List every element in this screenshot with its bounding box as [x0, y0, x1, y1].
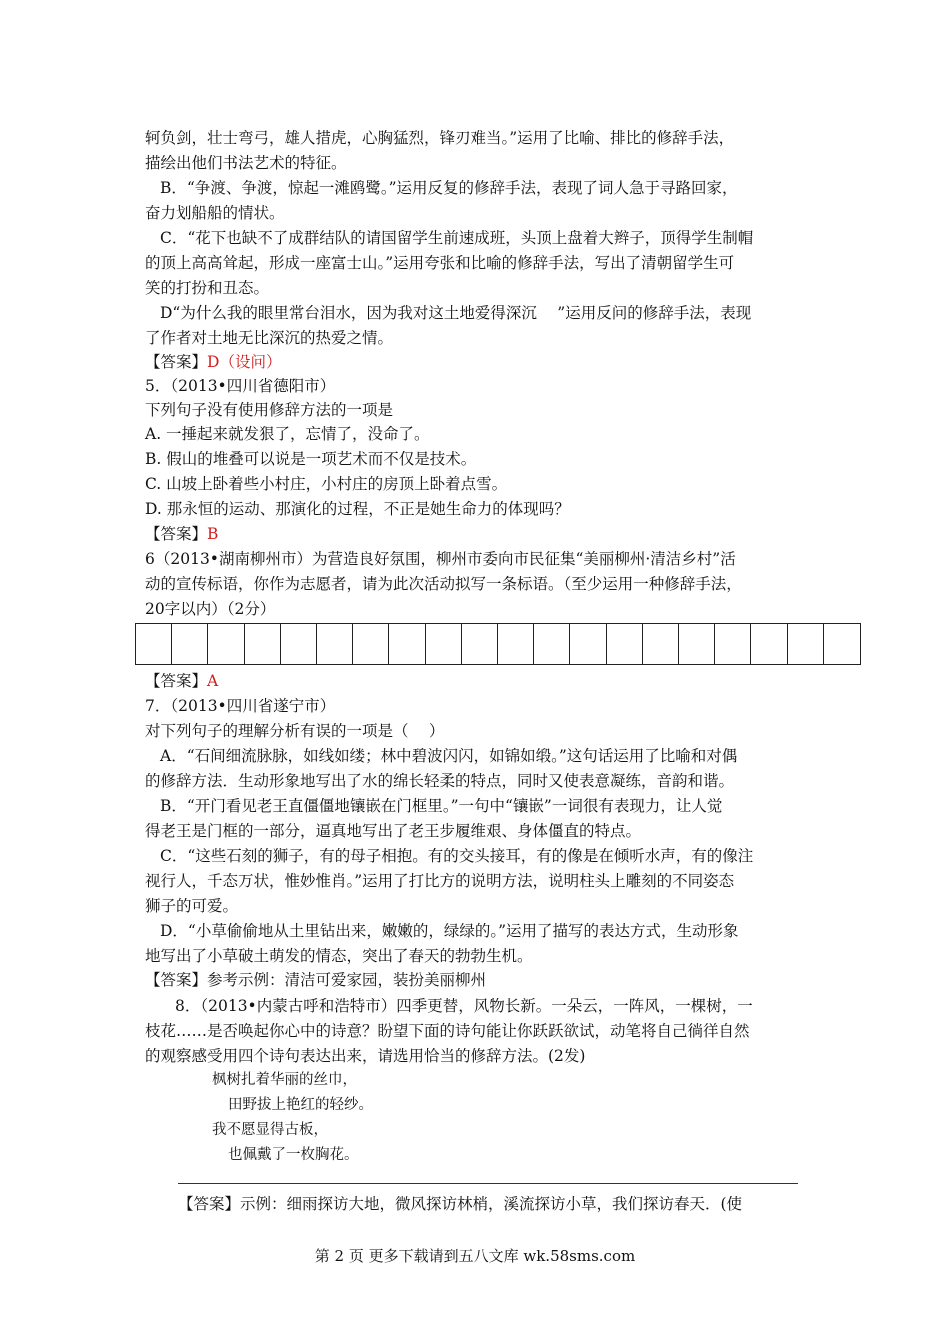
grid-cell[interactable] — [534, 624, 570, 664]
grid-cell[interactable] — [245, 624, 281, 664]
grid-cell[interactable] — [281, 624, 317, 664]
option-d: D“为什么我的眼里常台泪水，因为我对这土地爱得深沉 ”运用反问的修辞手法，表现 — [160, 304, 752, 322]
option-c: C．“花下也缺不了成群结队的请国留学生前速成班，头顶上盘着大辫子，顶得学生制帽 — [160, 229, 754, 247]
q5-option-a: A. 一捶起来就发狠了，忘情了，没命了。 — [145, 425, 430, 443]
text-line: 轲负剑，壮士弯弓，雄人措虎，心胸猛烈，锋刃难当。”运用了比喻、排比的修辞手法， — [145, 129, 735, 147]
q4-answer — [145, 350, 281, 374]
answer-label: 【答案】 — [145, 525, 208, 543]
q7-line: 视行人，千态万状，惟妙惟肖。”运用了打比方的说明方法，说明柱头上雕刻的不同姿态 — [145, 872, 735, 890]
q7-line: 得老王是门框的一部分，逼真地写出了老王步履维艰、身体僵直的特点。 — [145, 822, 642, 840]
q7-option-b: B．“开门看见老王直僵僵地镶嵌在门框里。”一句中“镶嵌”一词很有表现力，让人觉 — [160, 797, 723, 815]
text-line: 描绘出他们书法艺术的特征。 — [145, 154, 347, 172]
q5-answer — [145, 522, 218, 546]
grid-cell[interactable] — [172, 624, 208, 664]
answer-value: D（设问） — [207, 353, 282, 371]
grid-cell[interactable] — [208, 624, 244, 664]
text-line: 了作者对土地无比深沉的热爱之情。 — [145, 329, 394, 347]
q8-line: 的观察感受用四个诗句表达出来，请选用恰当的修辞方法。(2发) — [145, 1047, 586, 1065]
grid-cell[interactable] — [715, 624, 751, 664]
q6-answer — [145, 669, 218, 693]
q5-option-c: C. 山坡上卧着些小村庄，小村庄的房顶上卧着点雪。 — [145, 475, 508, 493]
answer-value: B — [207, 525, 219, 543]
q5-heading: 5．（2013•四川省德阳市） — [145, 377, 336, 395]
grid-cell[interactable] — [462, 624, 498, 664]
grid-cell[interactable] — [389, 624, 425, 664]
q6-line: 动的宣传标语，你作为志愿者，请为此次活动拟写一条标语。（至少运用一种修辞手法， — [145, 575, 742, 593]
q7-option-d: D．“小草偷偷地从土里钻出来，嫩嫩的，绿绿的。”运用了描写的表达方式，生动形象 — [160, 922, 739, 940]
q8-answer: 【答案】示例：细雨探访大地，微风探访林梢，溪流探访小草，我们探访春天．(使 — [178, 1195, 743, 1213]
q7-option-c: C．“这些石刻的狮子，有的母子相抱。有的交头接耳，有的像是在倾听水声，有的像注 — [160, 847, 754, 865]
poem-line: 我不愿显得古板， — [212, 1122, 328, 1138]
q5-option-b: B. 假山的堆叠可以说是一项艺术而不仅是技术。 — [145, 450, 477, 468]
grid-cell[interactable] — [426, 624, 462, 664]
grid-cell[interactable] — [136, 624, 172, 664]
grid-cell[interactable] — [679, 624, 715, 664]
q7-line: 地写出了小草破土萌发的情态，突出了春天的勃勃生机。 — [145, 947, 533, 965]
grid-cell[interactable] — [570, 624, 606, 664]
q7-heading: 7．（2013•四川省遂宁市） — [145, 697, 336, 715]
q6-line: 6（2013•湖南柳州市）为营造良好氛围，柳州市委向市民征集“美丽柳州·清洁乡村”活 — [145, 550, 736, 568]
q5-option-d: D. 那永恒的运动、那演化的过程，不正是她生命力的体现吗？ — [145, 500, 570, 518]
grid-cell[interactable] — [643, 624, 679, 664]
page-footer: 第 2 页 更多下载请到五八文库 wk.58sms.com — [314, 1247, 636, 1265]
poem-line: 也佩戴了一枚胸花。 — [228, 1147, 359, 1163]
q8-line: 8．（2013•内蒙古呼和浩特市）四季更替，风物长新。一朵云，一阵风，一棵树，一 — [175, 997, 753, 1015]
q7-answer: 【答案】参考示例：清洁可爱家园，装扮美丽柳州 — [145, 971, 487, 989]
grid-cell[interactable] — [824, 624, 860, 664]
answer-value: A — [207, 672, 219, 690]
poem-line: 枫树扎着华丽的丝巾， — [212, 1072, 357, 1088]
answer-label: 【答案】 — [145, 672, 208, 690]
answer-label: 【答案】 — [145, 353, 208, 371]
answer-grid[interactable] — [135, 623, 861, 665]
q6-line: 20字以内）（2分） — [145, 600, 276, 618]
grid-cell[interactable] — [498, 624, 534, 664]
grid-cell[interactable] — [353, 624, 389, 664]
grid-cell[interactable] — [607, 624, 643, 664]
grid-cell[interactable] — [788, 624, 824, 664]
option-b: B．“争渡、争渡，惊起一滩鸥鹭。”运用反复的修辞手法，表现了词人急于寻路回家， — [160, 179, 738, 197]
grid-cell[interactable] — [317, 624, 353, 664]
divider-line — [178, 1183, 798, 1184]
q7-option-a: A．“石间细流脉脉，如线如缕；林中碧波闪闪，如锦如缎。”这句话运用了比喻和对偶 — [160, 747, 738, 765]
q7-stem: 对下列句子的理解分析有误的一项是（ ） — [145, 722, 445, 740]
text-line: 的顶上高高耸起，形成一座富士山。”运用夸张和比喻的修辞手法，写出了清朝留学生可 — [145, 254, 735, 272]
text-line: 笑的打扮和丑态。 — [145, 279, 270, 297]
q7-line: 狮子的可爱。 — [145, 897, 239, 915]
q8-line: 枝花……是否唤起你心中的诗意？盼望下面的诗句能让你跃跃欲试，动笔将自己徜徉自然 — [145, 1022, 750, 1040]
grid-cell[interactable] — [751, 624, 787, 664]
poem-line: 田野拔上艳红的轻纱。 — [228, 1097, 373, 1113]
q7-line: 的修辞方法．生动形象地写出了水的绵长轻柔的特点，同时又使表意凝练，音韵和谐。 — [145, 772, 735, 790]
text-line: 奋力划船船的情状。 — [145, 204, 285, 222]
q5-stem: 下列句子没有使用修辞方法的一项是 — [145, 401, 394, 419]
